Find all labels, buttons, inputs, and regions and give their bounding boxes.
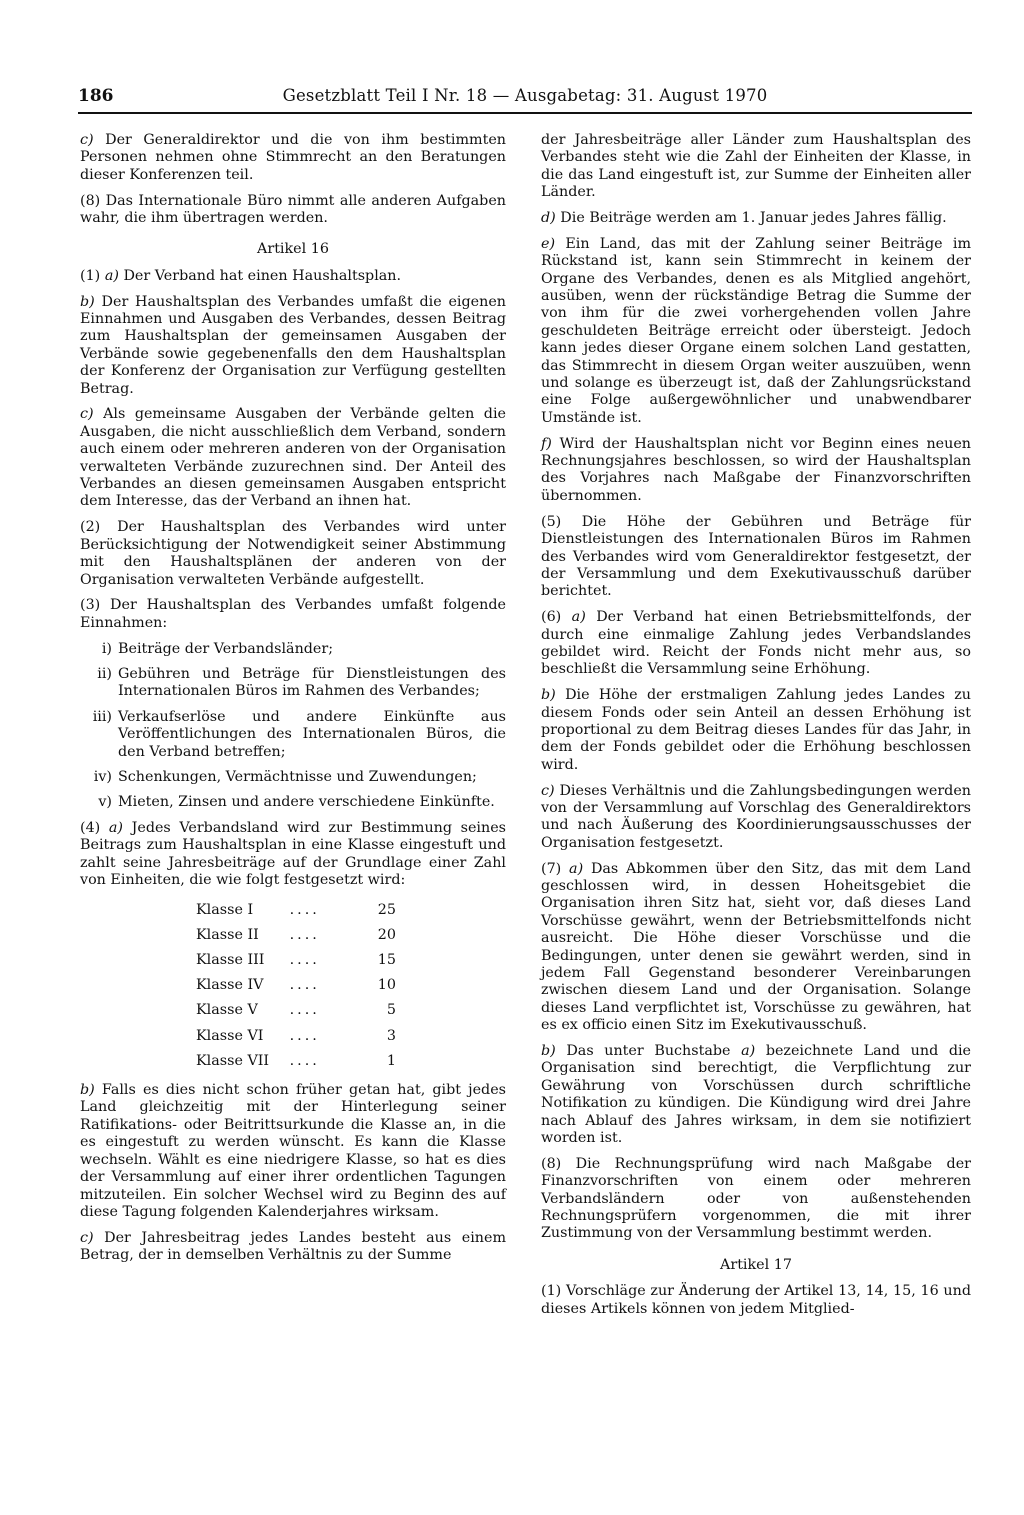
table-row	[196, 973, 396, 998]
clause-label: c)	[80, 406, 94, 423]
class-name: Klasse VII	[196, 1052, 270, 1069]
paragraph-text: Der Jahresbeitrag jedes Landes besteht aus einem Betrag, der in demselben Verhältnis zu der Summe	[80, 1229, 507, 1264]
paragraph-number: (1)	[80, 267, 101, 284]
paragraph: der Jahresbeiträge aller Länder zum Haushaltsplan des Verbandes steht wie die Zahl der Einheiten der Klasse, in die das Land eingestuft ist, zur Summe der Einheiten aller Länder.	[541, 132, 971, 201]
paragraph-text: Dieses Verhältnis und die Zahlungsbedingungen werden von der Versammlung auf Vorschlag des Generaldirektors und nach Äußerung des Koordinierungsausschusses der Organisation festgesetzt.	[541, 782, 971, 851]
page-number: 186	[78, 86, 114, 106]
list-item	[80, 641, 506, 658]
class-name: Klasse IV	[196, 977, 264, 994]
clause-label: a)	[571, 609, 586, 626]
table-row	[196, 948, 396, 973]
page-header	[78, 86, 972, 114]
class-units: 1	[386, 1052, 396, 1069]
class-units: 25	[377, 901, 396, 918]
paragraph-text: Jedes Verbandsland wird zur Bestimmung seines Beitrags zum Haushaltsplan in eine Klasse eingestuft und zahlt seine Jahresbeiträge auf der Grundlage einer Zahl von Einheiten, die wie folgt festgesetzt wird:	[80, 819, 507, 888]
list-item	[80, 769, 506, 786]
list-label: iii)	[92, 708, 112, 725]
paragraph	[80, 820, 506, 890]
class-units: 5	[386, 1002, 396, 1019]
paragraph-text: Falls es dies nicht schon früher getan hat, gibt jedes Land gleichzeitig mit der Hinterlegung seiner Ratifikations- oder Beitrittsurkunde die Klasse an, in die es eingestuft zu werden wünscht. Es kann die Klasse wechseln. Wählt es eine niedrigere Klasse, so hat es dies der Versammlung auf einer ihrer ordentlichen Tagungen mitzuteilen. Ein solcher Wechsel wird zu Beginn des auf diese Tagung folgenden Kalenderjahres wirksam.	[80, 1082, 507, 1220]
paragraph	[541, 1043, 971, 1147]
clause-label: d)	[541, 210, 556, 227]
paragraph-text: Das Abkommen über den Sitz, das mit dem Land geschlossen wird, in dessen Hoheitsgebiet die Organisation ihren Sitz hat, sieht vor, daß dieses Land Vorschüsse gewährt, wenn der Betriebsmittelfonds nicht ausreicht. Die Höhe dieser Vorschüsse und die Bedingungen, unter denen sie gewährt werden, sind in jedem Fall Gegenstand besonderer Vereinbarungen zwischen diesem Land und der Organisation. Solange dieses Land verpflichtet ist, Vorschüsse zu gewähren, hat es ex officio einen Sitz im Exekutivausschuß.	[541, 860, 972, 1034]
table-row	[196, 1049, 396, 1074]
paragraph: (1) Vorschläge zur Änderung der Artikel 13, 14, 15, 16 und dieses Artikels können von jedem Mitglied-	[541, 1283, 971, 1317]
leader-dots: ....	[289, 1002, 320, 1019]
article-heading: Artikel 16	[257, 241, 329, 258]
paragraph	[541, 236, 971, 427]
list-text: Verkaufserlöse und andere Einkünfte aus Veröffentlichungen des Internationalen Büros, die den Verband betreffen;	[118, 708, 506, 760]
clause-label: b)	[80, 293, 95, 310]
paragraph-text: Der Generaldirektor und die von ihm bestimmten Personen nehmen ohne Stimmrecht an den Beratungen dieser Konferenzen teil.	[80, 132, 507, 183]
paragraph-text: bezeichnete Land und die Organisation sind berechtigt, die Verpflichtung zur Gewährung von Vorschüssen durch schriftliche Notifikation zu kündigen. Die Kündigung wird drei Jahre nach Ablauf des Jahres wirksam, in dem sie notifiziert worden ist.	[541, 1043, 972, 1147]
running-title: Gesetzblatt Teil I Nr. 18 — Ausgabetag: 31. August 1970	[282, 86, 768, 105]
paragraph	[80, 1230, 506, 1265]
leader-dots: ....	[289, 977, 320, 994]
class-units: 3	[386, 1027, 396, 1044]
list-text: Mieten, Zinsen und andere verschiedene Einkünfte.	[118, 794, 495, 811]
table-row	[196, 898, 396, 923]
article-heading: Artikel 17	[720, 1256, 792, 1273]
income-list	[80, 641, 506, 812]
leader-dots: ....	[289, 1052, 320, 1069]
list-label: v)	[98, 794, 112, 811]
clause-label: e)	[541, 235, 556, 252]
paragraph	[541, 861, 971, 1035]
list-item	[80, 794, 506, 811]
paragraph-number: (6)	[541, 609, 562, 626]
clause-label: a)	[108, 819, 123, 836]
leader-dots: ....	[289, 952, 320, 969]
paragraph-text: Die Höhe der erstmaligen Zahlung jedes Landes zu diesem Fonds oder sein Anteil an dessen Erhöhung ist proportional zu dem Beitrag dieses Landes für das Jahr, in dem der Fonds gebildet oder die Erhöhung beschlossen wird.	[541, 687, 971, 773]
list-text: Gebühren und Beträge für Dienstleistungen des Internationalen Büros im Rahmen des Verbandes;	[118, 665, 506, 700]
paragraph: (2) Der Haushaltsplan des Verbandes wird unter Berücksichtigung der Notwendigkeit seiner Abstimmung mit den Haushaltsplänen der anderen von der Organisation verwalteten Verbände aufgestellt.	[80, 519, 506, 588]
clause-label: b)	[541, 687, 556, 704]
class-units: 10	[377, 977, 396, 994]
leader-dots: ....	[289, 1027, 320, 1044]
contribution-class-table	[196, 898, 396, 1074]
clause-label: b)	[541, 1043, 556, 1060]
clause-label: c)	[541, 782, 555, 799]
paragraph	[541, 687, 971, 774]
class-name: Klasse V	[196, 1002, 258, 1019]
paragraph: (8) Das Internationale Büro nimmt alle anderen Aufgaben wahr, die ihm übertragen werden.	[80, 192, 506, 227]
clause-label: c)	[80, 1229, 94, 1246]
clause-label: a)	[569, 860, 584, 877]
table-row	[196, 1024, 396, 1049]
paragraph-text: Wird der Haushaltsplan nicht vor Beginn eines neuen Rechnungsjahres beschlossen, so wird der Haushaltsplan des Vorjahres nach Maßgabe der Finanzvorschriften übernommen.	[541, 435, 971, 504]
paragraph	[541, 210, 971, 227]
list-label: i)	[101, 640, 112, 657]
paragraph-text: Als gemeinsame Ausgaben der Verbände gelten die Ausgaben, die nicht ausschließlich dem Verband, sondern auch einem oder mehreren anderen von der Organisation verwalteten Verbände zuzurechnen sind. Der Anteil des Verbandes an diesen gemeinsamen Ausgaben entspricht dem Interesse, das der Verband an ihnen hat.	[80, 406, 506, 510]
list-item	[80, 709, 506, 761]
paragraph	[541, 609, 971, 679]
paragraph	[80, 268, 506, 285]
class-name: Klasse VI	[196, 1027, 264, 1044]
list-item	[80, 666, 506, 701]
class-name: Klasse II	[196, 926, 259, 943]
right-column	[541, 132, 971, 1326]
paragraph-number: (4)	[80, 819, 101, 836]
paragraph-text: Der Verband hat einen Haushaltsplan.	[123, 267, 402, 284]
clause-label: f)	[541, 435, 552, 452]
class-units: 20	[377, 926, 396, 943]
paragraph: (5) Die Höhe der Gebühren und Beträge für Dienstleistungen des Internationalen Büros im Rahmen des Verbandes wird vom Generaldirektor festgesetzt, der der Versammlung und dem Exekutivausschuß darüber berichtet.	[541, 513, 971, 600]
paragraph	[80, 294, 506, 398]
paragraph	[80, 132, 506, 184]
paragraph	[80, 1082, 506, 1221]
leader-dots: ....	[289, 901, 320, 918]
paragraph-number: (7)	[541, 860, 562, 877]
list-text: Beiträge der Verbandsländer;	[118, 640, 334, 657]
class-units: 15	[377, 952, 396, 969]
clause-label: c)	[80, 132, 94, 148]
paragraph	[80, 406, 506, 510]
paragraph-text: Der Haushaltsplan des Verbandes umfaßt die eigenen Einnahmen und Ausgaben des Verbandes, dessen Beitrag zum Haushaltsplan der gemeinsamen Ausgaben der Verbände sowie gegebenenfalls den dem Haushaltsplan der Konferenz der Organisation zur Verfügung gestellten Betrag.	[80, 293, 506, 397]
clause-reference: a)	[741, 1043, 756, 1060]
class-name: Klasse III	[196, 952, 265, 969]
list-label: ii)	[97, 665, 112, 682]
paragraph-text: Der Verband hat einen Betriebsmittelfonds, der durch eine einmalige Zahlung jedes Verbandslandes gebildet wird. Reicht der Fonds nicht mehr aus, so beschließt die Versammlung seine Erhöhung.	[541, 609, 971, 678]
table-row	[196, 923, 396, 948]
list-label: iv)	[93, 768, 112, 785]
table-row	[196, 999, 396, 1024]
clause-label: b)	[80, 1082, 95, 1099]
paragraph: (3) Der Haushaltsplan des Verbandes umfaßt folgende Einnahmen:	[80, 597, 506, 631]
clause-label: a)	[104, 267, 119, 284]
leader-dots: ....	[289, 926, 320, 943]
class-name: Klasse I	[196, 901, 254, 918]
paragraph-text: Das unter Buchstabe	[566, 1043, 731, 1060]
left-column	[80, 132, 506, 1273]
paragraph	[541, 436, 971, 506]
paragraph: (8) Die Rechnungsprüfung wird nach Maßgabe der Finanzvorschriften von einem oder mehreren Verbandsländern oder von außenstehenden Rechnungsprüfern vorgenommen, die mit ihrer Zustimmung von der Versammlung bestimmt werden.	[541, 1155, 971, 1242]
paragraph	[541, 783, 971, 853]
list-text: Schenkungen, Vermächtnisse und Zuwendungen;	[118, 768, 477, 785]
paragraph-text: Die Beiträge werden am 1. Januar jedes Jahres fällig.	[560, 210, 947, 227]
paragraph-text: Ein Land, das mit der Zahlung seiner Beiträge im Rückstand ist, kann sein Stimmrecht in keinem der Organe des Verbandes, denen es als Mitglied angehört, ausüben, wenn der rückständige Betrag die Summe der von ihm für die zwei vorhergehenden vollen Jahre geschuldeten Beiträge erreicht oder übersteigt. Jedoch kann jedes dieser Organe einem solchen Land gestatten, das Stimmrecht in diesem Organ weiter auszuüben, wenn und solange es überzeugt ist, daß der Zahlungsrückstand eine Folge außergewöhnlicher und unabwendbarer Umstände ist.	[541, 235, 971, 426]
